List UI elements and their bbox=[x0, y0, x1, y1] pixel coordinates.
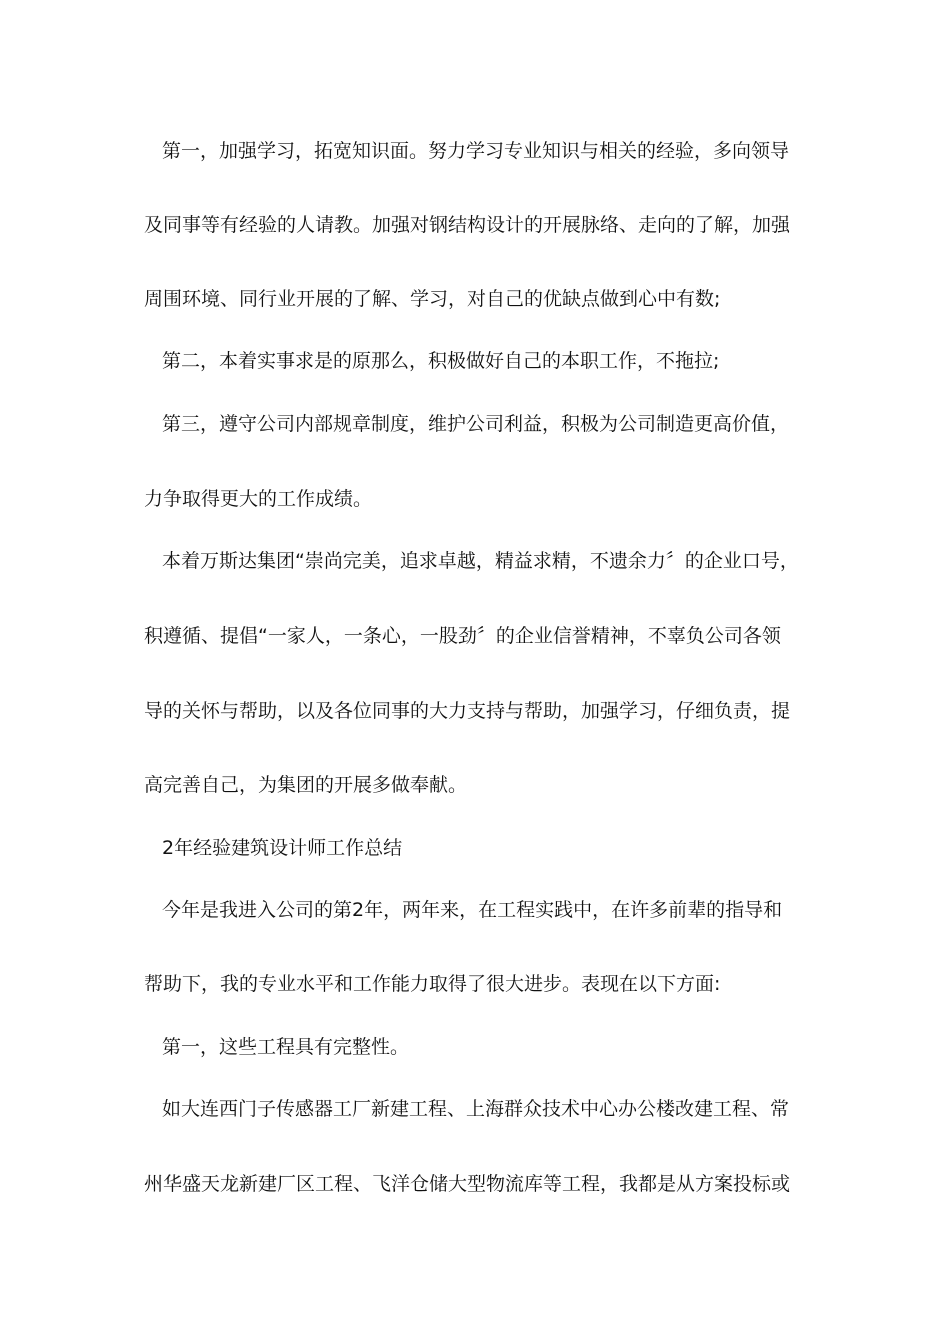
paragraph-line: 第一，这些工程具有完整性。 bbox=[162, 1036, 410, 1058]
paragraph-line: 如大连西门子传感器工厂新建工程、上海群众技术中心办公楼改建工程、常 bbox=[162, 1098, 790, 1120]
paragraph-line: 力争取得更大的工作成绩。 bbox=[144, 488, 373, 510]
paragraph-line: 周围环境、同行业开展的了解、学习，对自己的优缺点做到心中有数; bbox=[144, 288, 721, 310]
paragraph-line: 第一，加强学习，拓宽知识面。努力学习专业知识与相关的经验，多向领导 bbox=[162, 140, 790, 162]
section-heading: 2年经验建筑设计师工作总结 bbox=[162, 837, 403, 859]
paragraph-line: 本着万斯达集团“崇尚完美，追求卓越，精益求精，不遗余力〞的企业口号， bbox=[162, 550, 799, 572]
paragraph-line: 今年是我进入公司的第2年，两年来，在工程实践中，在许多前辈的指导和 bbox=[162, 899, 783, 921]
paragraph-line: 第二，本着实事求是的原那么，积极做好自己的本职工作，不拖拉; bbox=[162, 350, 720, 372]
paragraph-line: 积遵循、提倡“一家人，一条心，一股劲〞的企业信誉精神，不辜负公司各领 bbox=[144, 625, 781, 647]
paragraph-line: 导的关怀与帮助，以及各位同事的大力支持与帮助，加强学习，仔细负责，提 bbox=[144, 700, 791, 722]
paragraph-line: 州华盛天龙新建厂区工程、飞洋仓储大型物流库等工程，我都是从方案投标或 bbox=[144, 1173, 791, 1195]
paragraph-line: 高完善自己，为集团的开展多做奉献。 bbox=[144, 774, 468, 796]
paragraph-line: 及同事等有经验的人请教。加强对钢结构设计的开展脉络、走向的了解，加强 bbox=[144, 214, 791, 236]
paragraph-line: 第三，遵守公司内部规章制度，维护公司利益，积极为公司制造更高价值， bbox=[162, 413, 790, 435]
paragraph-line: 帮助下，我的专业水平和工作能力取得了很大进步。表现在以下方面: bbox=[144, 973, 721, 995]
